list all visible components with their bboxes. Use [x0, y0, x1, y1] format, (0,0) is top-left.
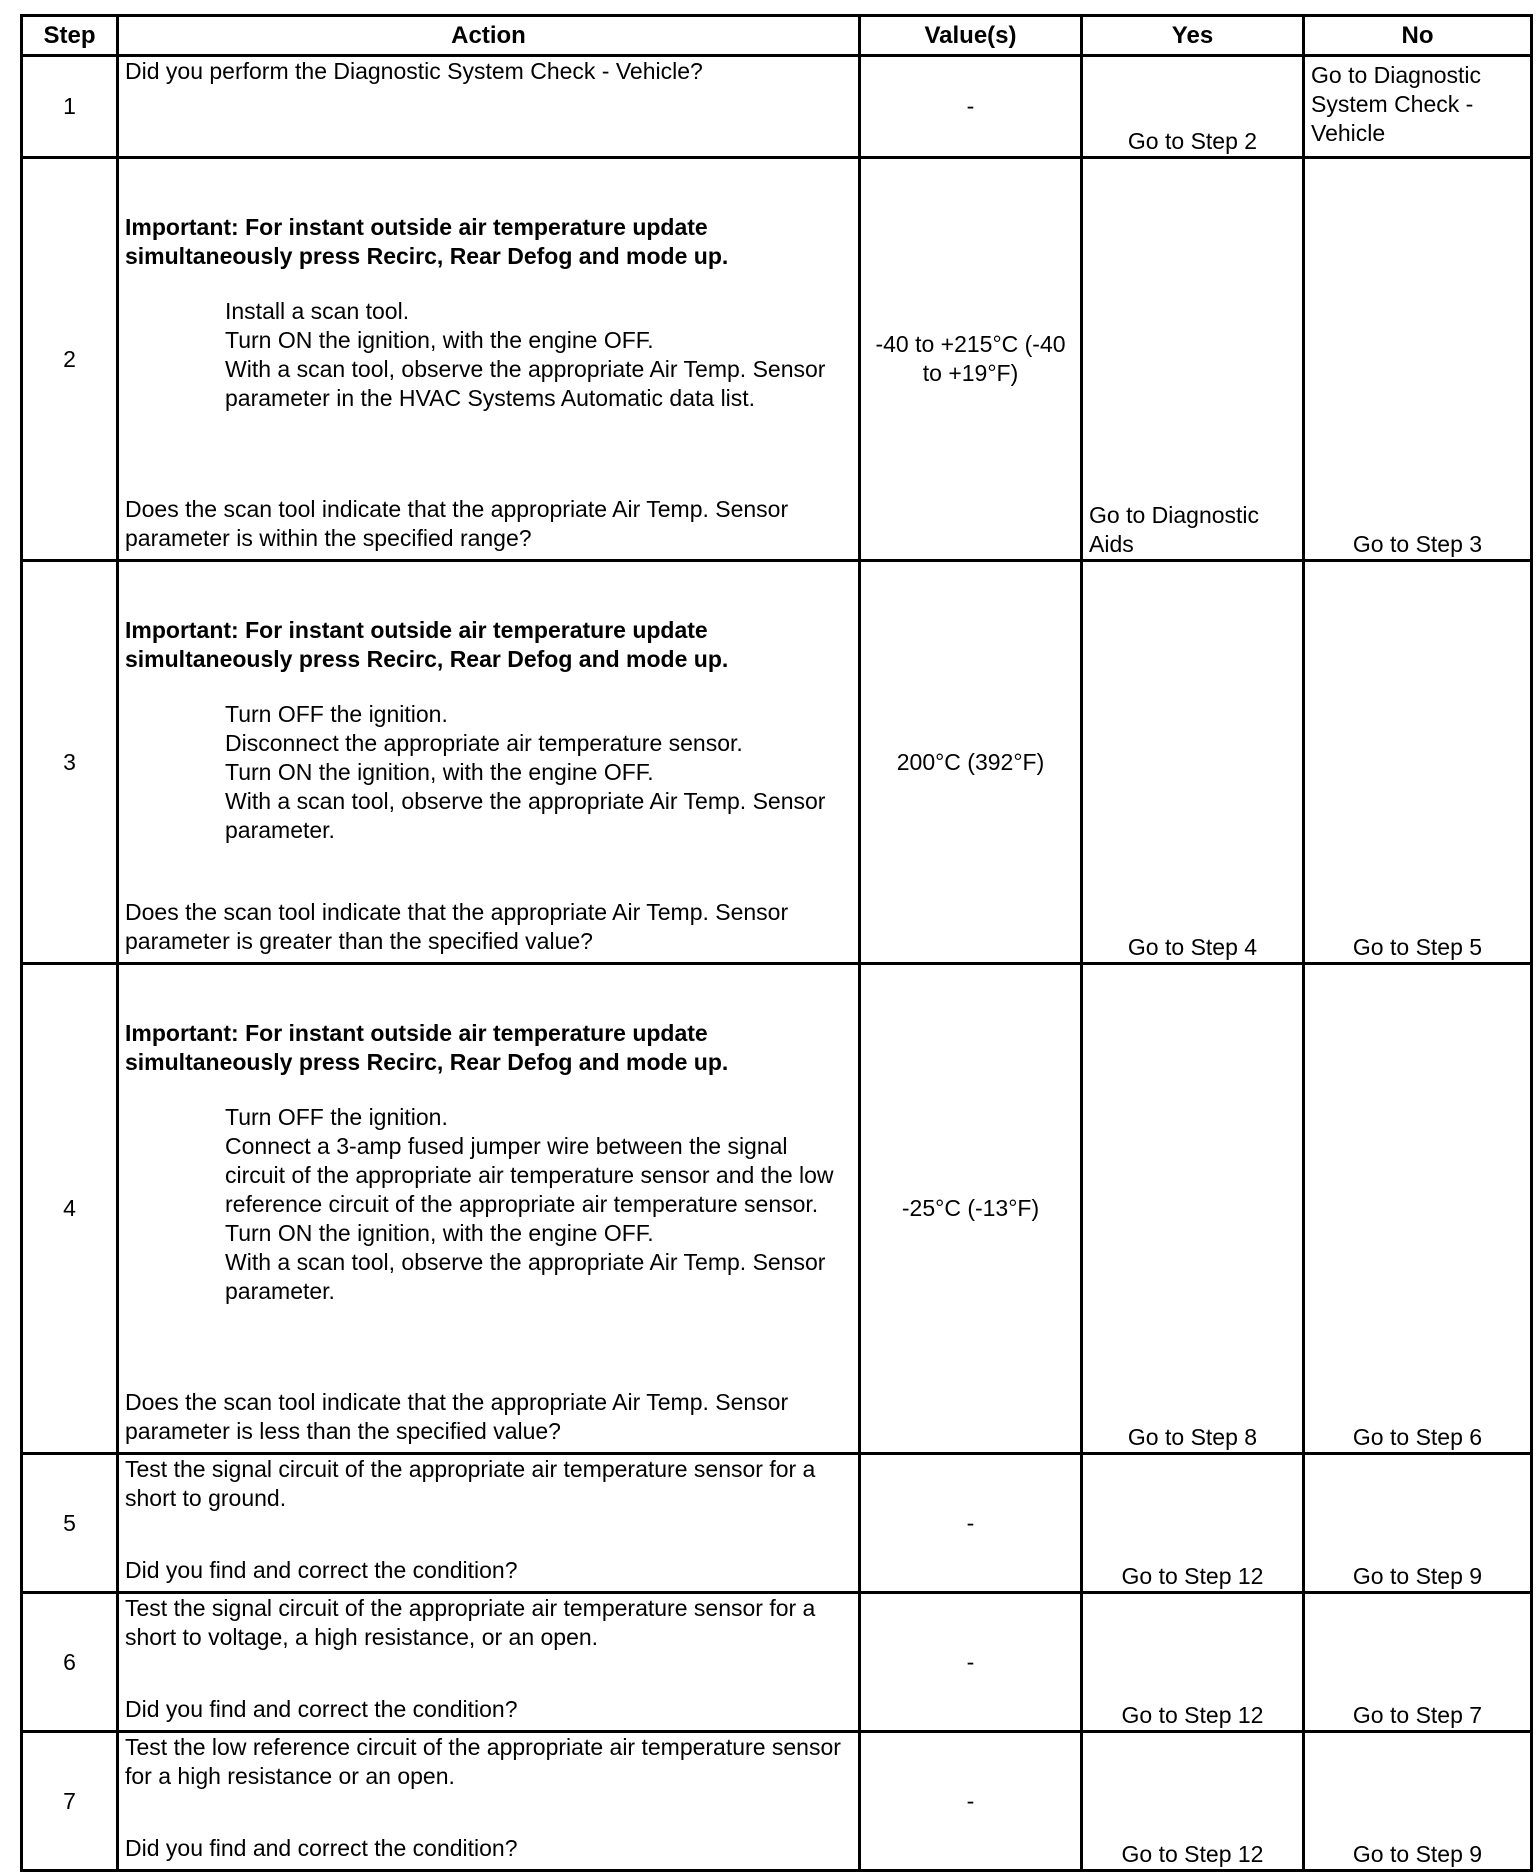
action-question: Did you find and correct the condition?: [125, 1696, 518, 1722]
table-row: [22, 158, 1532, 561]
action-intro: Test the low reference circuit of the appropriate air temperature sensor for a high resistance or an open.: [125, 1734, 841, 1789]
value-cell: -25°C (-13°F): [860, 964, 1082, 1454]
yes-cell: Go to Step 12: [1082, 1593, 1304, 1732]
yes-cell: Go to Step 8: [1082, 964, 1304, 1454]
important-note: Important: For instant outside air temperature update simultaneously press Recirc, Rear Defog and mode up.: [125, 1020, 729, 1075]
step-number: 3: [22, 561, 118, 964]
value-cell: 200°C (392°F): [860, 561, 1082, 964]
step-number: 4: [22, 964, 118, 1454]
no-cell: Go to Diagnostic System Check - Vehicle: [1304, 56, 1532, 158]
table-row: [22, 964, 1532, 1454]
no-cell: Go to Step 6: [1304, 964, 1532, 1454]
action-question: Did you find and correct the condition?: [125, 1557, 518, 1583]
action-intro: Did you perform the Diagnostic System Check - Vehicle?: [125, 58, 703, 84]
substep-list: [125, 1103, 852, 1306]
value-cell: -: [860, 1593, 1082, 1732]
substep: Disconnect the appropriate air temperature sensor.: [225, 730, 743, 756]
table-row: [22, 56, 1532, 158]
header-row: [22, 16, 1532, 56]
substep-list: [125, 700, 852, 845]
substep: Turn OFF the ignition.: [225, 701, 448, 727]
no-cell: Go to Step 7: [1304, 1593, 1532, 1732]
header-yes: Yes: [1082, 16, 1304, 56]
diagnostic-table-page: [20, 14, 1530, 1872]
no-cell: Go to Step 9: [1304, 1454, 1532, 1593]
table-row: [22, 1454, 1532, 1593]
action-cell: [118, 158, 860, 561]
action-question: Does the scan tool indicate that the appropriate Air Temp. Sensor parameter is less than the specified value?: [125, 1389, 789, 1444]
header-no: No: [1304, 16, 1532, 56]
action-question: Did you find and correct the condition?: [125, 1835, 518, 1861]
no-cell: Go to Step 9: [1304, 1732, 1532, 1871]
substep: With a scan tool, observe the appropriate Air Temp. Sensor parameter.: [225, 1249, 826, 1304]
action-question: Does the scan tool indicate that the appropriate Air Temp. Sensor parameter is within the specified range?: [125, 496, 789, 551]
header-action: Action: [118, 16, 860, 56]
action-cell: [118, 1454, 860, 1593]
table-row: [22, 561, 1532, 964]
substep: Turn ON the ignition, with the engine OFF.: [225, 327, 654, 353]
action-cell: [118, 1593, 860, 1732]
header-step: Step: [22, 16, 118, 56]
yes-cell: Go to Diagnostic Aids: [1082, 158, 1304, 561]
step-number: 7: [22, 1732, 118, 1871]
value-cell: -40 to +215°C (-40 to +19°F): [860, 158, 1082, 561]
yes-cell: Go to Step 12: [1082, 1732, 1304, 1871]
value-cell: -: [860, 1454, 1082, 1593]
substep: With a scan tool, observe the appropriate Air Temp. Sensor parameter.: [225, 788, 826, 843]
value-cell: -: [860, 1732, 1082, 1871]
header-values: Value(s): [860, 16, 1082, 56]
substep: Install a scan tool.: [225, 298, 410, 324]
diagnostic-table: [20, 14, 1533, 1872]
yes-cell: Go to Step 12: [1082, 1454, 1304, 1593]
substep-list: [125, 297, 852, 413]
no-cell: Go to Step 5: [1304, 561, 1532, 964]
table-row: [22, 1732, 1532, 1871]
action-cell: [118, 561, 860, 964]
value-cell: -: [860, 56, 1082, 158]
step-number: 6: [22, 1593, 118, 1732]
action-cell: [118, 964, 860, 1454]
action-cell: [118, 1732, 860, 1871]
action-intro: Test the signal circuit of the appropriate air temperature sensor for a short to ground.: [125, 1456, 816, 1511]
step-number: 1: [22, 56, 118, 158]
important-note: Important: For instant outside air temperature update simultaneously press Recirc, Rear Defog and mode up.: [125, 617, 729, 672]
step-number: 5: [22, 1454, 118, 1593]
step-number: 2: [22, 158, 118, 561]
substep: Turn OFF the ignition.: [225, 1104, 448, 1130]
table-row: [22, 1593, 1532, 1732]
substep: Connect a 3-amp fused jumper wire between the signal circuit of the appropriate air temperature sensor and the low reference circuit of the appropriate air temperature sensor.: [225, 1133, 834, 1217]
action-cell: [118, 56, 860, 158]
yes-cell: Go to Step 2: [1082, 56, 1304, 158]
substep: With a scan tool, observe the appropriate Air Temp. Sensor parameter in the HVAC Systems Automatic data list.: [225, 356, 826, 411]
action-question: Does the scan tool indicate that the appropriate Air Temp. Sensor parameter is greater than the specified value?: [125, 899, 789, 954]
action-intro: Test the signal circuit of the appropriate air temperature sensor for a short to voltage, a high resistance, or an open.: [125, 1595, 816, 1650]
no-cell: Go to Step 3: [1304, 158, 1532, 561]
important-note: Important: For instant outside air temperature update simultaneously press Recirc, Rear Defog and mode up.: [125, 214, 729, 269]
yes-cell: Go to Step 4: [1082, 561, 1304, 964]
substep: Turn ON the ignition, with the engine OFF.: [225, 759, 654, 785]
substep: Turn ON the ignition, with the engine OFF.: [225, 1220, 654, 1246]
